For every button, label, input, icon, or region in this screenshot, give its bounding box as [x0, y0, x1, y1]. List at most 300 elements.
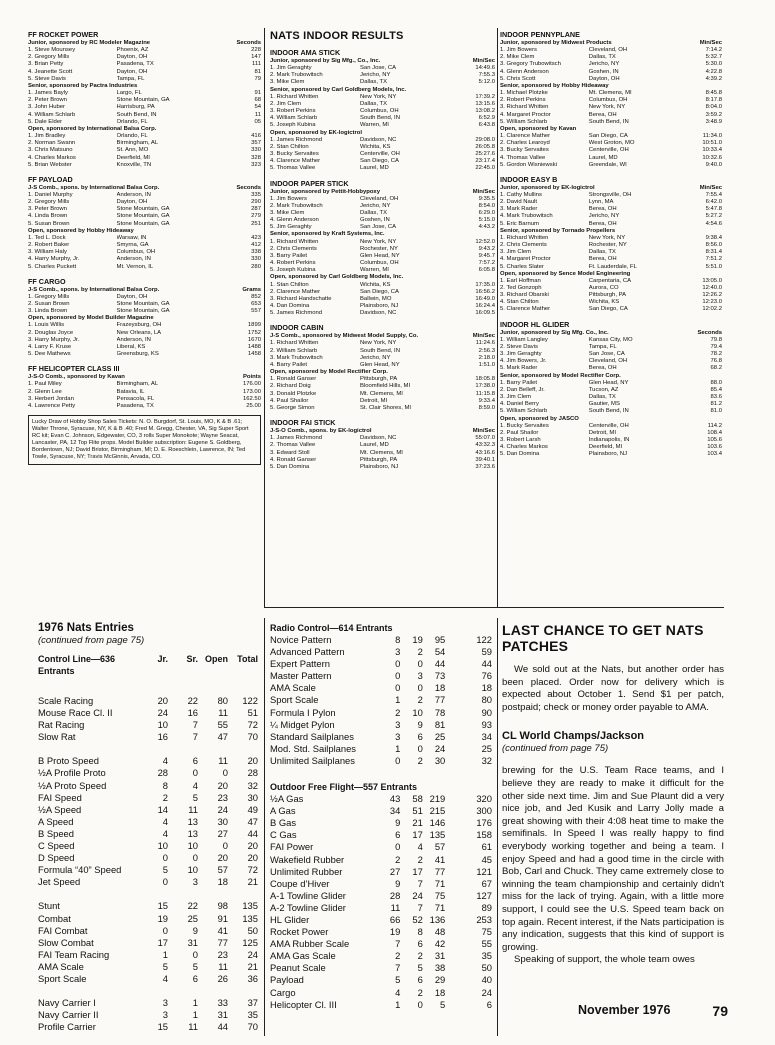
jr-count: 2	[395, 706, 401, 718]
competitor-location: Stone Mountain, GA	[116, 220, 170, 227]
sponsor-line	[270, 87, 495, 94]
total-count: 125	[242, 936, 258, 948]
jr-count: 4	[162, 827, 168, 839]
result-row	[270, 450, 495, 457]
competitor-location: Tampa, FL	[116, 75, 145, 82]
entry-row	[270, 926, 492, 938]
event-name: Expert Pattern	[270, 658, 330, 670]
result-value: 8:56.0	[705, 242, 722, 249]
competitor-name: 2. Chris Clements	[270, 245, 317, 252]
sr-count: 6	[417, 974, 423, 986]
sr-count: 7	[192, 719, 198, 731]
competitor-name: 4. Thomas Vallee	[500, 154, 546, 161]
total-count: 51	[247, 707, 258, 719]
competitor-name: 2. Paul Shailor	[500, 429, 539, 436]
competitor-name: 2. Charles Learoyd	[500, 140, 550, 147]
result-value: 16:09.5	[475, 310, 495, 317]
competitor-location: Detroit, MI	[588, 429, 616, 436]
event-title: INDOOR HL GLIDER	[500, 319, 570, 329]
result-value: 335	[251, 191, 261, 198]
result-value: 81.0	[710, 408, 722, 415]
result-value: 4:54.6	[705, 220, 722, 227]
sponsor-text: Open, sponsored by Model Builder Magazine	[28, 315, 154, 322]
result-row	[500, 430, 722, 437]
jr-count: 5	[162, 864, 168, 876]
competitor-location: Smyrna, GA	[116, 242, 149, 249]
result-row	[500, 90, 722, 97]
jr-count: 0	[162, 924, 168, 936]
open-count: 23	[217, 948, 228, 960]
competitor-name: 4. William Schlarb	[270, 115, 318, 122]
event-name: FAI Team Racing	[38, 948, 110, 960]
total-count: 59	[481, 646, 492, 658]
competitor-location: Liberal, KS	[116, 343, 146, 350]
sponsor-line	[28, 374, 261, 381]
event-title: FF PAYLOAD	[28, 174, 73, 184]
competitor-name: 2. Robert Baker	[28, 242, 70, 249]
result-row	[270, 217, 495, 224]
result-row	[28, 119, 261, 126]
sr-count: 25	[187, 912, 198, 924]
result-row	[270, 260, 495, 267]
open-count: 41	[217, 924, 228, 936]
result-value: 6:29.0	[478, 209, 495, 216]
competitor-name: 3. Richard Obarski	[500, 292, 549, 299]
competitor-location: Columbus, OH	[116, 249, 156, 256]
result-value: 103.4	[707, 451, 722, 458]
competitor-location: St. Clair Shores, MI	[360, 404, 412, 411]
event-title: FF ROCKET POWER	[28, 30, 99, 39]
result-value: 14:49.6	[475, 65, 495, 72]
result-row	[28, 97, 261, 104]
sr-count: 2	[417, 646, 423, 658]
sr-count: 8	[417, 926, 423, 938]
banner-title: NATS INDOOR RESULTS	[270, 30, 404, 42]
competitor-location: Carpentaria, CA	[588, 277, 632, 284]
total-count: 37	[247, 997, 258, 1009]
unit-label: Min/Sec	[699, 184, 722, 191]
competitor-name: 4. Lawrence Petty	[28, 402, 76, 409]
open-count: 78	[434, 706, 446, 718]
result-row	[270, 239, 495, 246]
entry-row	[270, 755, 492, 767]
competitor-name: 3. Jim Clem	[500, 394, 532, 401]
result-value: 16:24.4	[475, 303, 495, 309]
result-row	[270, 101, 495, 108]
result-value: 4:22.8	[705, 68, 722, 75]
total-count: 47	[247, 815, 258, 827]
result-value: 7:57.2	[478, 260, 495, 267]
jr-count: 5	[162, 960, 168, 972]
open-count: 20	[217, 779, 228, 791]
total-count: 176	[476, 817, 492, 829]
col-jr: Jr.	[157, 654, 168, 664]
competitor-location: Pittsburgh, PA	[588, 292, 627, 299]
event-name: Navy Carrier II	[38, 1009, 99, 1021]
result-row	[500, 380, 722, 387]
competitor-name: 3. Edward Stoll	[270, 449, 310, 456]
result-value: 79.4	[710, 343, 722, 350]
event-name: Slow Rat	[38, 731, 76, 743]
patches-body: We sold out at the Nats, but another order has been placed. Order now for delivery which is expected about October 1. Send $1 per patch, postpaid; check or money order payable to AMA.	[502, 664, 724, 713]
result-row	[500, 351, 722, 358]
total-count: 21	[247, 876, 258, 888]
competitor-name: 5. Gordon Wisniewski	[500, 161, 557, 168]
entry-row	[270, 793, 492, 805]
event-name: ¼ Midget Pylon	[270, 718, 335, 730]
competitor-location: Deerfield, MI	[588, 444, 623, 451]
result-value: 357	[251, 140, 261, 147]
competitor-location: Pittsburgh, PA	[360, 456, 398, 463]
result-value: 330	[251, 256, 261, 263]
entry-row	[38, 755, 260, 767]
competitor-name: 5. Steve Davis	[28, 75, 66, 82]
competitor-name: 1. Daniel Murphy	[28, 191, 73, 198]
continued-note: (continued from page 75)	[38, 635, 145, 646]
competitor-location: South Bend, IN	[588, 408, 629, 415]
result-row	[270, 253, 495, 260]
jr-count: 3	[162, 1009, 168, 1021]
entry-row	[38, 792, 260, 804]
control-line-header	[38, 653, 260, 677]
result-row	[270, 210, 495, 217]
result-value: 13:08.2	[475, 108, 495, 115]
sponsor-text: Open, sponsored by International Balsa Corp.	[28, 125, 157, 132]
competitor-location: Dayton, OH	[588, 75, 620, 82]
competitor-name: 3. Gregory Trubowitsch	[500, 61, 561, 68]
total-count: 67	[481, 877, 492, 889]
competitor-name: 4. Jim Bowers, Jr.	[500, 358, 547, 365]
sponsor-text: Junior, sponsored by Pettit-Hobbypoxy	[270, 188, 380, 195]
entry-row	[38, 1009, 260, 1021]
result-row	[28, 322, 261, 329]
result-value: 23:17.4	[475, 158, 495, 165]
event-name: Helicopter Cl. III	[270, 998, 337, 1010]
result-value: 79.8	[710, 336, 722, 343]
sr-count: 0	[417, 742, 423, 754]
total-count: 122	[242, 695, 258, 706]
result-row	[500, 221, 722, 228]
sr-count: 6	[417, 938, 423, 950]
open-count: 57	[434, 841, 446, 853]
result-row	[28, 381, 261, 388]
competitor-name: 1. Jim Bradley	[28, 133, 66, 140]
entry-row	[270, 731, 492, 743]
open-count: 30	[434, 754, 446, 766]
competitor-location: Largo, FL	[116, 90, 142, 97]
total-count: 20	[247, 755, 258, 767]
result-row	[500, 401, 722, 408]
open-count: 44	[434, 658, 446, 670]
entry-row	[270, 999, 492, 1011]
result-row	[500, 54, 722, 61]
result-value: 8:45.8	[705, 90, 722, 97]
competitor-name: 3. Peter Brown	[28, 206, 67, 213]
competitor-name: 4. Dan Domina	[270, 303, 310, 309]
result-row	[270, 435, 495, 442]
event-title: INDOOR EASY B	[500, 174, 558, 184]
competitor-name: 3. Donald Plotzke	[270, 390, 317, 397]
jr-count: 4	[162, 815, 168, 827]
result-value: 88.0	[710, 379, 722, 386]
competitor-location: Orlando, FL	[116, 118, 148, 125]
competitor-name: 1. Steve Mounsey	[28, 47, 76, 54]
sponsor-text: Open, sponsored by JASCO	[500, 415, 579, 422]
result-row	[500, 47, 722, 54]
total-count: 90	[481, 706, 492, 718]
competitor-name: 5. Dan Domina	[500, 451, 540, 458]
sr-count: 22	[187, 900, 198, 912]
result-row	[270, 158, 495, 165]
entry-row	[270, 670, 492, 682]
result-value: 37:23.6	[475, 463, 495, 470]
competitor-name: 4. Jeanette Scott	[28, 68, 73, 75]
result-value: 653	[251, 301, 261, 307]
result-row	[270, 144, 495, 151]
event-name: A Gas	[270, 805, 296, 817]
result-value: 16:56.2	[475, 288, 495, 295]
event-name: Mouse Race Cl. II	[38, 707, 113, 719]
jr-count: 24	[157, 707, 168, 719]
result-value: 280	[251, 263, 261, 270]
competitor-location: Mt. Clemens, MI	[588, 90, 632, 97]
competitor-name: 1. Jim Geraghty	[270, 65, 312, 72]
result-value: 5:47.8	[705, 206, 722, 213]
event-name: Peanut Scale	[270, 962, 326, 974]
result-row	[28, 294, 261, 301]
jr-count: 34	[389, 805, 401, 817]
entry-row	[38, 961, 260, 973]
total-count: 55	[481, 938, 492, 950]
competitor-location: St. Ann, MO	[116, 147, 149, 154]
open-count: 42	[434, 938, 446, 950]
competitor-name: 1. James Bayly	[28, 90, 68, 97]
result-value: 1670	[247, 336, 261, 343]
result-value: 8:17.8	[705, 97, 722, 104]
result-row	[270, 94, 495, 101]
competitor-location: Mt. Clemens, MI	[360, 449, 403, 456]
sponsor-text: J-S-O Comb., spons. by EK-logictrol	[270, 428, 372, 435]
sponsor-text: Senior, sponsored by Kraft Systems, Inc.	[270, 231, 385, 238]
result-value: 17:39.2	[475, 93, 495, 100]
result-row	[500, 76, 722, 83]
result-row	[270, 355, 495, 362]
result-row	[500, 69, 722, 76]
result-value: 111	[252, 61, 261, 68]
competitor-name: 1. Michael Plotzke	[500, 90, 548, 97]
sponsor-line	[500, 373, 722, 380]
sponsor-text: Junior, sponsored by Sig Mfg. Co., Inc.	[500, 329, 609, 336]
entry-row	[38, 767, 260, 779]
jr-count: 14	[157, 803, 168, 815]
competitor-name: 3. Richard Whitten	[500, 104, 549, 111]
competitor-name: 5. James Richmond	[270, 310, 323, 317]
event-name: D Speed	[38, 852, 75, 864]
result-row	[270, 79, 495, 86]
entry-row	[38, 925, 260, 937]
sponsor-line	[270, 369, 495, 376]
competitor-name: 3. Mark Rader	[500, 206, 538, 213]
competitor-name: 2. Douglas Joyce	[28, 329, 74, 336]
event-name: Mod. Std. Sailplanes	[270, 742, 356, 754]
competitor-location: New Orleans, LA	[116, 329, 162, 336]
competitor-name: 3. Jim Clem	[500, 249, 532, 256]
result-row	[28, 389, 261, 396]
competitor-location: Centerville, OH	[588, 147, 629, 154]
total-count: 135	[242, 912, 258, 924]
unit-label: Min/Sec	[472, 428, 495, 435]
sponsor-line	[28, 287, 261, 294]
open-count: 95	[434, 634, 446, 645]
result-value: 228	[251, 47, 261, 54]
result-value: 279	[251, 213, 261, 220]
total-count: 76	[481, 670, 492, 682]
competitor-name: 2. Mike Clem	[500, 54, 535, 61]
sponsor-text: Senior, sponsored by Hobby Hideaway	[500, 82, 609, 89]
entry-row	[38, 828, 260, 840]
result-row	[28, 54, 261, 61]
event-name: Combat	[38, 912, 71, 924]
competitor-location: San Jose, CA	[588, 351, 625, 358]
total-count: 32	[247, 779, 258, 791]
result-value: 8:59.0	[478, 404, 495, 411]
competitor-name: 3. Jim Geraghty	[500, 351, 542, 358]
event-name: ½A Profile Proto	[38, 767, 106, 779]
jr-count: 3	[395, 730, 401, 742]
result-row	[28, 403, 261, 410]
competitor-name: 5. Brian Webster	[28, 161, 72, 168]
entry-row	[270, 878, 492, 890]
sr-count: 0	[192, 767, 198, 779]
competitor-name: 1. Gregory Mills	[28, 293, 70, 300]
col-total: Total	[237, 654, 258, 664]
competitor-location: New York, NY	[360, 340, 397, 347]
entry-row	[270, 974, 492, 986]
entry-row	[270, 866, 492, 878]
result-value: 12:23.0	[702, 299, 722, 306]
jr-count: 27	[389, 865, 401, 877]
sponsor-line	[500, 126, 722, 133]
entry-row	[270, 987, 492, 999]
result-value: 176.00	[242, 381, 261, 388]
entry-row	[38, 997, 260, 1009]
open-count: 136	[429, 913, 446, 925]
jr-count: 19	[157, 912, 168, 924]
result-row	[500, 408, 722, 415]
result-row	[270, 348, 495, 355]
result-value: 251	[251, 220, 261, 227]
open-count: 57	[217, 864, 228, 876]
result-row	[28, 308, 261, 315]
entry-row	[270, 841, 492, 853]
total-count: 61	[481, 841, 492, 853]
sr-count: 9	[192, 924, 198, 936]
competitor-location: Knoxville, TN	[116, 161, 152, 168]
sr-count: 11	[188, 803, 198, 815]
sponsor-text: Junior, sponsored by Sig Mfg., Co., Inc.	[270, 58, 381, 64]
competitor-location: Indianapolis, IN	[588, 436, 630, 443]
event-title: INDOOR FAI STICK	[270, 418, 336, 428]
competitor-location: San Diego, CA	[588, 133, 628, 140]
result-value: 557	[251, 308, 261, 315]
event-name: Unlimited Sailplanes	[270, 754, 355, 766]
jr-count: 16	[157, 731, 168, 743]
sponsor-line	[270, 130, 495, 137]
competitor-location: Berea, OH	[588, 220, 617, 227]
sponsor-text: Junior, sponsored by Midwest Products	[500, 40, 612, 46]
competitor-location: Orlando, FL	[116, 133, 148, 140]
competitor-location: Berea, OH	[588, 111, 617, 118]
competitor-location: Wichita, KS	[360, 281, 391, 288]
event-name: Rocket Power	[270, 926, 329, 938]
results-column-1	[28, 30, 261, 465]
cl-champs-body-2: Speaking of support, the whole team owes	[514, 954, 695, 966]
competitor-location: Wichita, KS	[360, 143, 391, 150]
sponsor-line	[270, 231, 495, 238]
result-row	[500, 213, 722, 220]
result-value: 17:35.0	[475, 281, 495, 288]
sponsor-line	[500, 330, 722, 337]
competitor-name: 5. Chris Scott	[500, 75, 536, 82]
entry-row	[270, 829, 492, 841]
competitor-name: 4. Margaret Proctor	[500, 111, 551, 118]
result-value: 416	[251, 133, 261, 140]
competitor-location: Centerville, OH	[588, 422, 629, 429]
sponsor-line	[500, 40, 722, 47]
event-name: Advanced Pattern	[270, 646, 345, 658]
competitor-location: Dallas, TX	[588, 249, 616, 256]
jr-count: 4	[162, 972, 168, 984]
result-row	[500, 292, 722, 299]
entry-row	[38, 852, 260, 864]
result-row	[270, 224, 495, 231]
competitor-location: Columbus, OH	[360, 260, 399, 267]
sr-count: 5	[417, 962, 423, 974]
competitor-name: 4. Clarence Mather	[270, 158, 321, 165]
competitor-location: Stone Mountain, GA	[116, 213, 170, 220]
open-count: 77	[434, 865, 446, 877]
jr-count: 28	[157, 767, 168, 779]
competitor-name: 1. Bucky Servaites	[500, 422, 549, 429]
result-value: 103.6	[707, 444, 722, 451]
competitor-location: Dallas, TX	[360, 100, 388, 107]
result-row	[500, 206, 722, 213]
competitor-name: 1. Richard Whitten	[270, 93, 319, 100]
result-row	[500, 365, 722, 372]
sponsor-line	[28, 83, 261, 90]
result-row	[28, 396, 261, 403]
sr-count: 2	[417, 950, 423, 962]
jr-count: 8	[395, 634, 401, 645]
competitor-location: Columbus, OH	[588, 97, 628, 104]
result-row	[500, 192, 722, 199]
competitor-name: 4. Harry Murphy, Jr.	[28, 256, 80, 263]
open-count: 33	[217, 997, 228, 1009]
competitor-name: 4. Margaret Proctor	[500, 256, 551, 263]
competitor-name: 4. Glenn Anderson	[500, 68, 549, 75]
sponsor-text: Senior, sponsored by Carl Goldberg Models, Inc.	[270, 86, 407, 93]
jr-count: 3	[395, 646, 401, 658]
result-value: 10:51.0	[702, 140, 722, 147]
competitor-location: Davidson, NC	[360, 136, 397, 143]
result-row	[270, 376, 495, 383]
open-count: 44	[217, 1021, 228, 1033]
sponsor-line	[28, 185, 261, 192]
result-value: 78.2	[710, 351, 722, 358]
total-count: 127	[476, 889, 492, 901]
competitor-name: 2. Mark Trubowitsch	[270, 202, 323, 209]
jr-count: 43	[389, 793, 401, 805]
